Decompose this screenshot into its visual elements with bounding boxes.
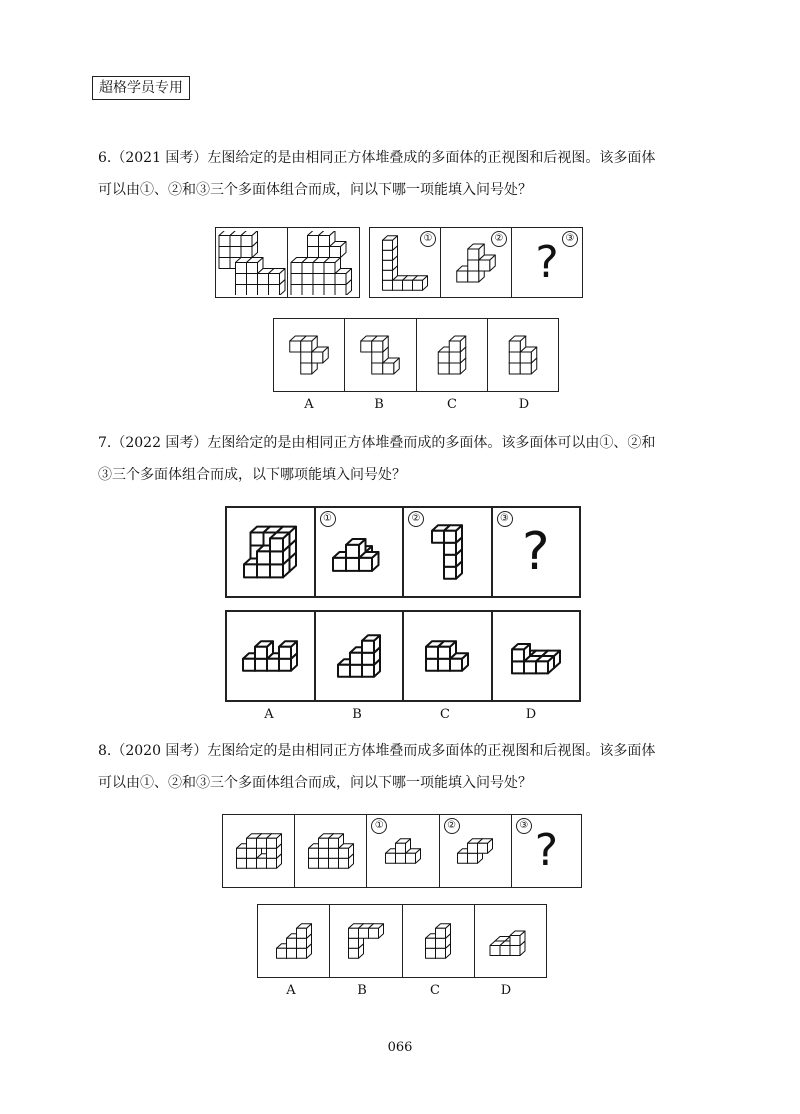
q6-given-views bbox=[215, 227, 360, 298]
cube bbox=[324, 257, 341, 273]
q6-option-a[interactable] bbox=[274, 319, 344, 391]
cube bbox=[266, 834, 281, 849]
cube bbox=[362, 635, 380, 652]
q8-option-d[interactable] bbox=[474, 905, 546, 977]
q6-question-mark: ? bbox=[535, 236, 559, 288]
q6-label-a: A bbox=[304, 397, 314, 412]
cube bbox=[255, 641, 273, 658]
student-badge: 超格学员专用 bbox=[92, 76, 190, 100]
q6-piece-3 bbox=[511, 228, 582, 297]
q7-line1: 7.（2022 国考）左图给定的是由相同正方体堆叠而成的多面体。该多面体可以由①、②和 bbox=[98, 435, 656, 451]
q7-given-solid bbox=[227, 508, 314, 596]
q8-label-d: D bbox=[500, 983, 512, 998]
cube bbox=[346, 539, 366, 558]
q8-line1: 8.（2020 国考）左图给定的是由相同正方体堆叠而成多面体的正视图和后视图。该多面体 bbox=[98, 743, 656, 759]
cube bbox=[438, 641, 456, 658]
q8-marker-3: ③ bbox=[516, 818, 532, 834]
page-number: 066 bbox=[387, 1040, 413, 1055]
q8-front-view bbox=[223, 815, 294, 887]
q6-marker-3: ③ bbox=[562, 231, 578, 247]
q7-piece-1 bbox=[314, 508, 403, 596]
q6-label-b: B bbox=[374, 397, 384, 412]
q7-option-d[interactable] bbox=[491, 612, 580, 700]
cube bbox=[372, 336, 389, 352]
q8-piece-1 bbox=[366, 815, 438, 887]
q8-top-panel bbox=[222, 814, 582, 888]
q6-back-view bbox=[287, 228, 359, 297]
q6-piece-1 bbox=[370, 228, 440, 297]
q7-option-a[interactable] bbox=[227, 612, 314, 700]
q6-marker-1: ① bbox=[420, 231, 436, 247]
cube bbox=[436, 924, 451, 939]
q6-front-view bbox=[216, 228, 287, 297]
cube bbox=[328, 834, 343, 849]
q6-options bbox=[273, 318, 559, 392]
cube bbox=[246, 257, 263, 273]
cube bbox=[318, 231, 335, 247]
q8-marker-2: ② bbox=[444, 818, 460, 834]
q7-option-c[interactable] bbox=[402, 612, 491, 700]
q8-piece-2 bbox=[439, 815, 511, 887]
q6-label-d: D bbox=[518, 397, 530, 412]
q8-piece-3 bbox=[511, 815, 581, 887]
q6-marker-2: ② bbox=[491, 231, 507, 247]
q7-line2: ③三个多面体组合而成，以下哪项能填入问号处？ bbox=[98, 467, 406, 483]
cube bbox=[383, 235, 398, 250]
q6-label-c: C bbox=[447, 397, 457, 412]
q7-options bbox=[225, 610, 581, 702]
q6-option-b[interactable] bbox=[344, 319, 415, 391]
q8-marker-1: ① bbox=[371, 818, 387, 834]
q7-marker-1: ① bbox=[320, 511, 336, 527]
q7-piece-2 bbox=[402, 508, 491, 596]
cube bbox=[444, 525, 462, 542]
q8-option-a[interactable] bbox=[258, 905, 329, 977]
q8-option-b[interactable] bbox=[329, 905, 401, 977]
cube bbox=[368, 924, 383, 939]
q8-label-a: A bbox=[286, 983, 296, 998]
cube bbox=[301, 336, 318, 352]
cube bbox=[296, 924, 311, 939]
q6-option-c[interactable] bbox=[416, 319, 487, 391]
q6-option-d[interactable] bbox=[487, 319, 558, 391]
q7-option-b[interactable] bbox=[314, 612, 403, 700]
cube bbox=[270, 533, 290, 552]
cube bbox=[468, 244, 485, 260]
cube bbox=[509, 336, 526, 352]
q7-question-mark: ? bbox=[521, 522, 550, 582]
q8-label-b: B bbox=[357, 983, 367, 998]
q8-back-view bbox=[294, 815, 366, 887]
cube bbox=[478, 839, 493, 854]
q6-line1: 6.（2021 国考）左图给定的是由相同正方体堆叠成的多面体的正视图和后视图。该多面体 bbox=[98, 150, 656, 166]
cube bbox=[510, 931, 525, 946]
q8-options bbox=[257, 904, 547, 978]
q6-piece-2 bbox=[440, 228, 511, 297]
cube bbox=[268, 268, 285, 284]
q8-option-c[interactable] bbox=[402, 905, 474, 977]
q7-top-panel bbox=[225, 506, 581, 598]
q7-marker-3: ③ bbox=[497, 511, 513, 527]
cube bbox=[396, 839, 411, 854]
q6-line2: 可以由①、②和③三个多面体组合而成，问以下哪一项能填入问号处？ bbox=[98, 182, 532, 198]
cube bbox=[449, 336, 466, 352]
q8-line2: 可以由①、②和③三个多面体组合而成，问以下哪一项能填入问号处？ bbox=[98, 775, 532, 791]
q7-label-a: A bbox=[264, 707, 274, 722]
q7-marker-2: ② bbox=[408, 511, 424, 527]
q7-piece-3 bbox=[491, 508, 580, 596]
q7-label-b: B bbox=[352, 707, 362, 722]
q8-question-mark: ? bbox=[534, 825, 559, 876]
q7-label-d: D bbox=[525, 707, 537, 722]
cube bbox=[413, 275, 428, 290]
cube bbox=[536, 656, 554, 673]
cube bbox=[241, 231, 258, 247]
cube bbox=[279, 641, 297, 658]
q8-label-c: C bbox=[430, 983, 440, 998]
cube bbox=[512, 644, 530, 661]
q7-label-c: C bbox=[440, 707, 450, 722]
q6-pieces bbox=[369, 227, 583, 298]
